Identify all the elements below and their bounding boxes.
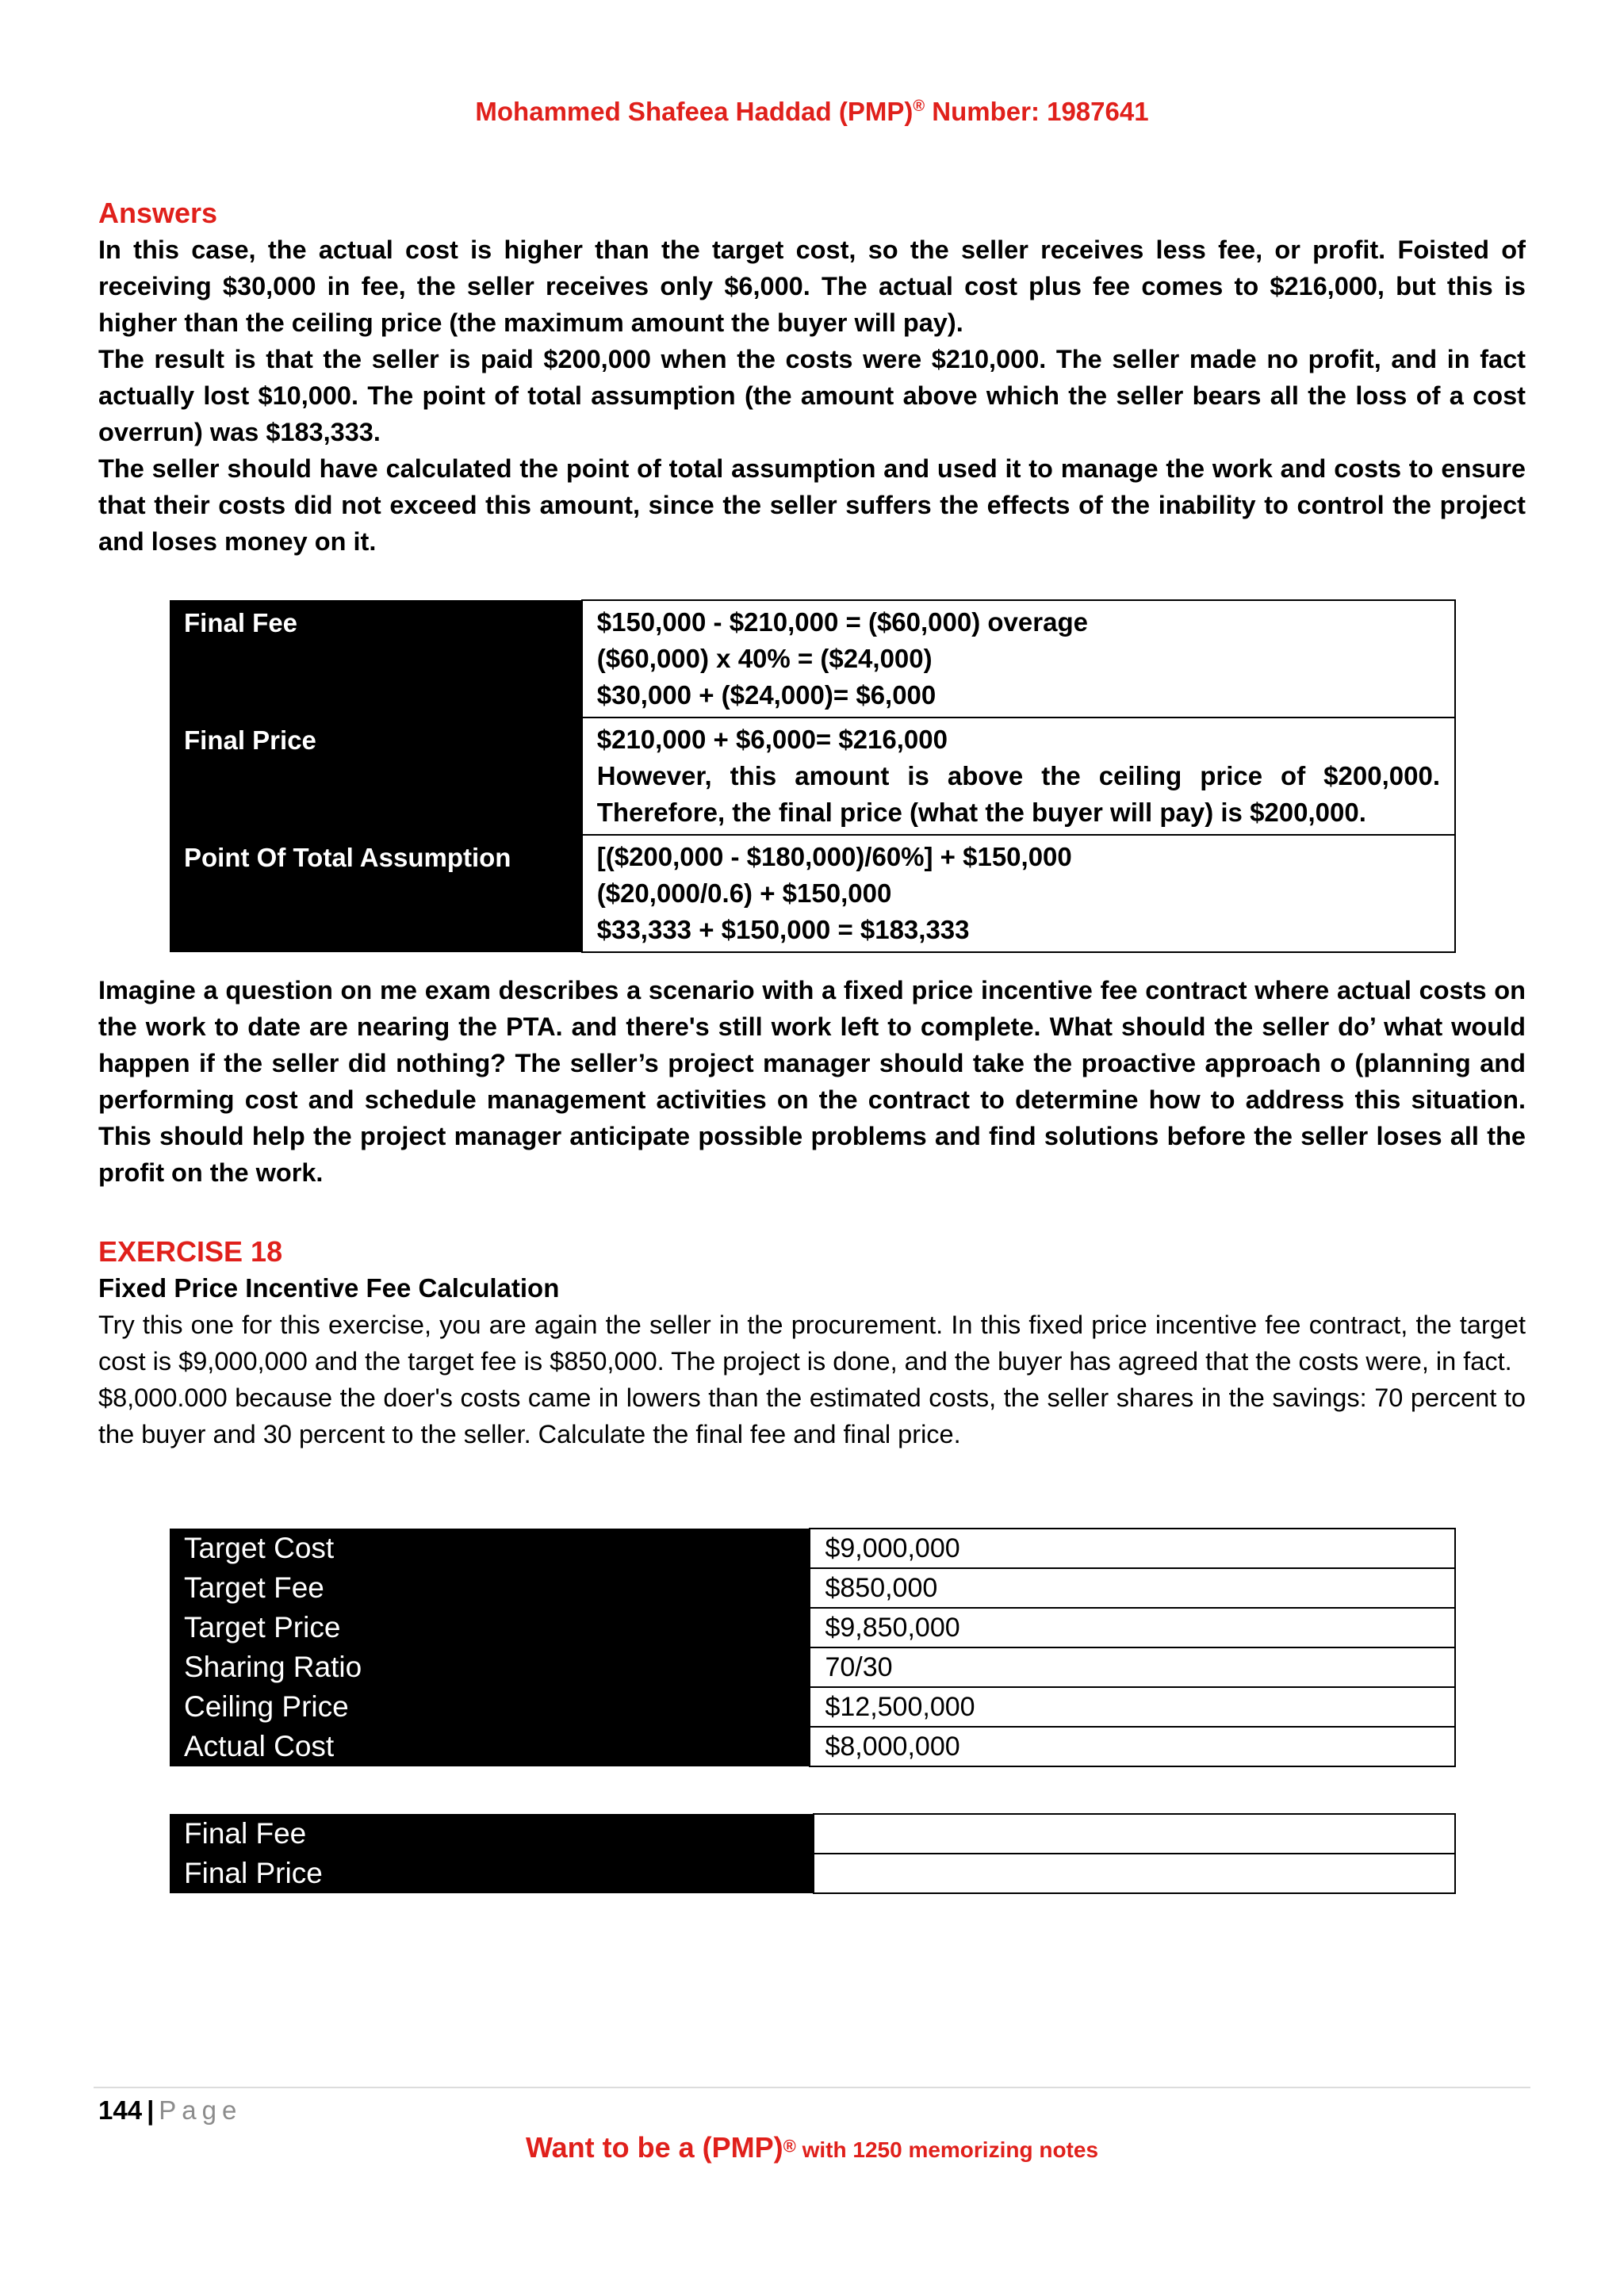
table-row [170,1529,1455,1568]
working-line: ($20,000/0.6) + $150,000 [596,878,892,908]
table-row [170,1854,1455,1893]
label-sharing-ratio: Sharing Ratio [170,1647,810,1687]
label-target-cost: Target Cost [170,1529,810,1568]
final-fee-working [582,600,1455,718]
promo-subtext: with 1250 memorizing notes [795,2137,1099,2162]
row-label-final-fee: Final Fee [170,600,582,718]
final-price-working [582,718,1455,835]
given-values-table [170,1528,1456,1767]
row-label-point-of-total-assumption: Point Of Total Assumption [170,835,582,952]
label-final-price: Final Price [170,1854,814,1893]
label-final-fee: Final Fee [170,1814,814,1854]
answers-section [98,195,1526,560]
pta-working [582,835,1455,952]
answer-cell-final-price [814,1854,1455,1893]
page-word: Page [159,2095,243,2125]
footer-divider [94,2087,1530,2088]
label-target-price: Target Price [170,1608,810,1647]
value-actual-cost: $8,000,000 [810,1727,1455,1766]
registered-mark: ® [913,98,925,115]
scenario-paragraph: Imagine a question on me exam describes a scenario with a fixed price incentive fee contract where actual costs on the work to date are nearing the PTA. and there's still work left to complete. What should the seller do’ what would happen if the seller did nothing? The seller’s project manager should take the proactive approach o (planning and performing cost and schedule management activities on the contract to determine how to address this situation. This should help the project manager anticipate possible problems and find solutions before the seller loses all the profit on the work. [98,976,1526,1187]
answers-heading: Answers [98,197,218,229]
working-line: ($60,000) x 40% = ($24,000) [596,644,933,673]
working-line: $33,333 + $150,000 = $183,333 [596,915,970,944]
table-row [170,1647,1455,1687]
label-ceiling-price: Ceiling Price [170,1687,810,1727]
exercise-paragraph-2: $8,000.000 because the doer's costs came in lowers than the estimated costs, the seller shares in the savings: 70 percent to the buyer and 30 percent to the seller. Calculate the final fee and final price. [98,1383,1526,1448]
label-target-fee: Target Fee [170,1568,810,1608]
label-actual-cost: Actual Cost [170,1727,810,1766]
exercise-section [98,1234,1526,1452]
value-target-price: $9,850,000 [810,1608,1455,1647]
pmp-number: Number: 1987641 [925,97,1149,126]
working-line: $150,000 - $210,000 = ($60,000) overage [596,607,1088,637]
table-row [170,1814,1455,1854]
calculation-table [170,599,1456,953]
page-number-value: 144 [98,2095,143,2125]
working-line: $210,000 + $6,000= $216,000 [596,725,948,754]
page-separator: | [147,2095,155,2125]
answer-cell-final-fee [814,1814,1455,1854]
page-header [0,97,1624,127]
answers-paragraph-3: The seller should have calculated the point of total assumption and used it to manage the work and costs to ensure that their costs did not exceed this amount, since the seller suffers the effects of the inability to control the project and loses money on it. [98,454,1526,556]
promo-text: Want to be a (PMP) [525,2131,783,2164]
table-row [170,600,1455,718]
table-row [170,835,1455,952]
exercise-paragraph-1: Try this one for this exercise, you are again the seller in the procurement. In this fixed price incentive fee contract, the target cost is $9,000,000 and the target fee is $850,000. The project is done, and the buyer has agreed that the costs were, in fact. [98,1311,1526,1376]
answer-table [170,1813,1456,1894]
scenario-section [98,972,1526,1191]
table-row [170,1568,1455,1608]
answers-paragraph-1: In this case, the actual cost is higher than the target cost, so the seller receives less fee, or profit. Foisted of receiving $30,000 in fee, the seller receives only $6,000. The actual cost plus fee comes to $216,000, but this is higher than the ceiling price (the maximum amount the buyer will pay). [98,235,1526,337]
working-line: [($200,000 - $180,000)/60%] + $150,000 [596,842,1072,871]
promo-registered-mark: ® [783,2136,796,2156]
table-row [170,1687,1455,1727]
value-target-cost: $9,000,000 [810,1529,1455,1568]
exercise-subheading: Fixed Price Incentive Fee Calculation [98,1273,560,1303]
value-ceiling-price: $12,500,000 [810,1687,1455,1727]
value-target-fee: $850,000 [810,1568,1455,1608]
value-sharing-ratio: 70/30 [810,1647,1455,1687]
footer-promo [0,2131,1624,2164]
working-line: However, this amount is above the ceiling price of $200,000. Therefore, the final price (what the buyer will pay) is $200,000. [596,761,1440,827]
page-number [98,2093,242,2128]
row-label-final-price: Final Price [170,718,582,835]
table-row [170,1727,1455,1766]
table-row [170,1608,1455,1647]
author-name: Mohammed Shafeea Haddad (PMP) [475,97,914,126]
table-row [170,718,1455,835]
working-line: $30,000 + ($24,000)= $6,000 [596,680,936,710]
exercise-heading: EXERCISE 18 [98,1235,283,1268]
answers-paragraph-2: The result is that the seller is paid $200,000 when the costs were $210,000. The seller made no profit, and in fact actually lost $10,000. The point of total assumption (the amount above which the seller bears all the loss of a cost overrun) was $183,333. [98,345,1526,446]
